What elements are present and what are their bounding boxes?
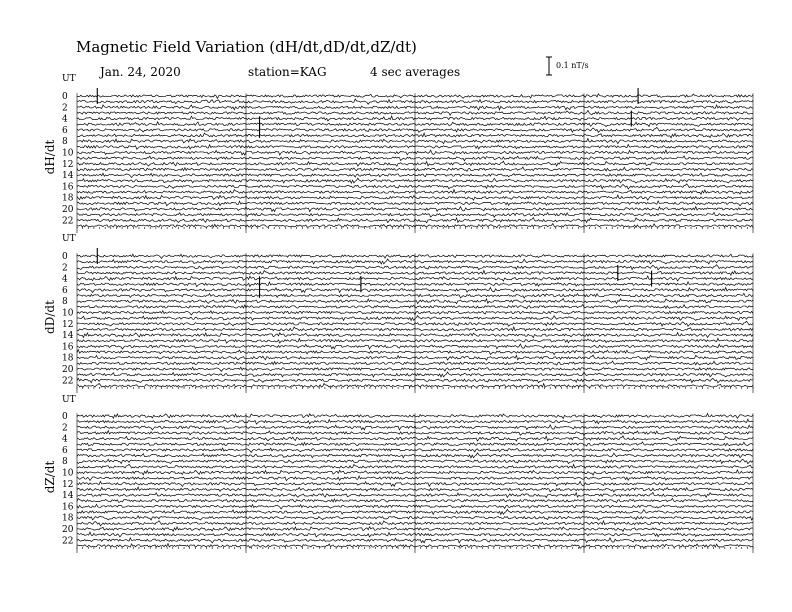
panel-dd-dt [62,248,753,393]
ut-axis-label-dd: UT [62,234,76,244]
hour-label: 0 [62,92,68,102]
hour-label: 6 [62,445,68,456]
date-label: Jan. 24, 2020 [100,65,181,79]
hour-label: 20 [62,525,74,535]
panel-dz-dt [62,412,753,553]
hour-label: 4 [62,274,68,285]
hour-label: 8 [62,137,68,148]
hour-label: 8 [62,297,68,308]
hour-label: 10 [62,308,74,319]
hour-label: 2 [62,263,68,274]
hour-label: 0 [62,412,68,422]
scale-bar-label: 0.1 nT/s [556,61,589,70]
hour-label: 22 [62,376,74,387]
hour-label: 18 [62,353,74,364]
hour-label: 22 [62,536,74,547]
hour-label: 10 [62,468,74,479]
hour-label: 20 [62,365,74,375]
hour-label: 20 [62,205,74,215]
scale-bar [546,57,552,75]
hour-label: 16 [62,342,74,353]
hour-label: 22 [62,216,74,227]
hour-label: 14 [62,491,74,502]
station-label: station=KAG [248,65,327,79]
hour-label: 6 [62,125,68,136]
hour-label: 4 [62,434,68,445]
panel-dh-dt [62,88,753,233]
hour-label: 0 [62,252,68,262]
hour-label: 12 [62,479,74,490]
y-axis-label-dz: dZ/dt [43,460,57,494]
hour-label: 14 [62,171,74,182]
ut-axis-label-dh: UT [62,74,76,84]
y-axis-label-dd: dD/dt [43,300,57,334]
hour-label: 12 [62,159,74,170]
hour-label: 4 [62,114,68,125]
averaging-label: 4 sec averages [370,65,461,79]
hour-label: 16 [62,182,74,193]
hour-label: 6 [62,285,68,296]
hour-label: 2 [62,423,68,434]
hour-label: 18 [62,193,74,204]
ut-axis-label-dz: UT [62,395,76,405]
y-axis-label-dh: dH/dt [43,139,57,175]
hour-label: 2 [62,103,68,114]
chart-title: Magnetic Field Variation (dH/dt,dD/dt,dZ/dt) [76,38,417,56]
hour-label: 14 [62,331,74,342]
hour-label: 16 [62,502,74,513]
hour-label: 12 [62,319,74,330]
hour-label: 8 [62,457,68,468]
hour-label: 18 [62,513,74,524]
hour-label: 10 [62,148,74,159]
